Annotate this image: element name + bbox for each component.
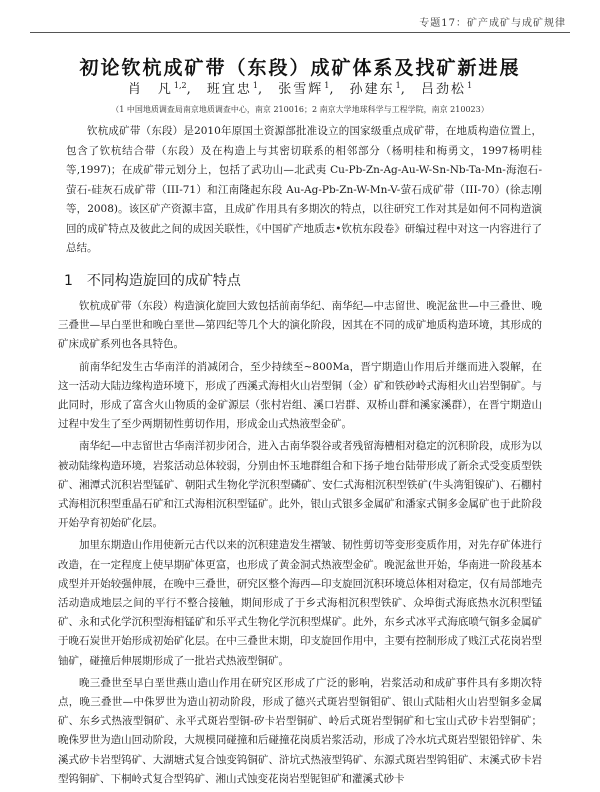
author-3: 张雪辉$^1$, <box>278 80 336 97</box>
body-paragraph: 钦杭成矿带（东段）构造演化旋回大致包括前南华纪、南华纪—中志留世、晚泥盆世—中三叠世、晚三叠世—早白垩世和晚白垩世—第四纪等几个大的演化阶段，因其在不同的成矿地质构造环境，其形成的矿床成矿系列也各具特色。 <box>58 300 542 351</box>
abstract-paragraph: 钦杭成矿带（东段）是2010年原国土资源部批准设立的国家级重点成矿带，在地质构造位置上，包含了钦杭结合带（东段）及在构造上与其密切联系的相邻部分（杨明桂和梅勇文，1997杨明桂等,1997)；在成矿带元划分上，包括了武功山—北武夷 Cu-Pb-Zn-Ag-Au-W-Sn-Nb-Ta-Mn-海泡石-萤石-硅灰石成矿带（III-71）和江南隆起东段 Au-Ag-Pb-Zn-W-Mn-V-萤石成矿带（III-70）(徐志刚等，2008)。该区矿产资源丰富，且成矿作用具有多期次的特点，以往研究工作对其是如何不同构造演回的成矿特点及彼此之间的成因关联性，《中国矿产地质志•钦杭东段卷》研编过程中对这一内容进行了总结。 <box>66 125 542 254</box>
author-name: 班宜忠 <box>206 82 252 97</box>
author-affil-mark: 1 <box>467 80 473 90</box>
header-rule <box>30 32 570 33</box>
author-affil-mark: 1 <box>395 80 401 90</box>
author-2: 班宜忠$^1$, <box>206 80 265 97</box>
author-affil-mark: 1 <box>252 80 258 90</box>
author-name: 孙建东 <box>349 82 395 97</box>
running-head: 专题17：矿产成矿与成矿规律 <box>419 18 566 29</box>
author-affil-mark: 1 <box>324 80 330 90</box>
body-paragraph: 晚三叠世至早白垩世燕山造山作用在研究区形成了广泛的影响，岩浆活动和成矿事件具有多期次特点，晚三叠世—中侏罗世为造山初动阶段，形成了德兴式斑岩型铜钼矿、银山式陆相火山岩型铜多金属矿、东乡式热液型铜矿、永平式斑岩型铜-矽卡岩型铜矿、岭后式斑岩型铜矿和七宝山式矽卡岩型铜矿；晚侏罗世为造山回动阶段，大规模同碰撞和后碰撞花岗质岩浆活动，形成了冷水坑式斑岩型银铅锌矿、朱溪式矽卡岩型钨矿、大湖塘式复合蚀变钨铜矿、浒坑式热液型钨矿、东源式斑岩型钨钼矿、末溪式矽卡岩型钨铜矿、下桐岭式复合型钨矿、湘山式蚀变花岗岩型铌钽矿和灌溪式砂卡 <box>58 676 542 785</box>
author-1: 肖 凡$^{1,2}$, <box>127 80 193 97</box>
author-name: 吕劲松 <box>421 82 467 97</box>
author-list <box>0 78 600 97</box>
author-name: 肖 凡 <box>127 82 173 97</box>
paper-title: 初论钦杭成矿带（东段）成矿体系及找矿新进展 <box>79 56 521 79</box>
section-heading <box>64 270 241 290</box>
author-name: 张雪辉 <box>278 82 324 97</box>
body-paragraph: 南华纪—中志留世古华南洋初步闭合，进入古南华裂谷或者残留海槽相对稳定的沉积阶段，成形为以被动陆缘构造环境，岩浆活动总体较弱，分别由怀玉地群组合和下扬子地台陆带形成了新余式受变质型铁矿、湘潭式沉积岩型锰矿、朝阳式生物化学沉积型磷矿、安仁式海相沉积型铁矿(牛头湾钼镍矿)、石棚村式海相沉积型重晶石矿和江式海相沉积型锰矿。此外，银山式银多金属矿和潘家式铜多金属矿也于此阶段开始孕育初始矿化层。 <box>58 440 542 530</box>
author-5 <box>421 82 472 97</box>
author-affil-mark: 1,2 <box>173 80 187 90</box>
section-title: 不同构造旋回的成矿特点 <box>86 273 241 289</box>
section-number: 1 <box>64 273 73 289</box>
affiliation-line: （1 中国地质调查局南京地质调查中心，南京 210016；2 南京大学地球科学与工程学院，南京 210023） <box>111 105 489 114</box>
body-paragraph: 加里东期造山作用使新元古代以来的沉积建造发生褶皱、韧性剪切等变形变质作用，对先存矿体进行改造，在一定程度上使早期矿体更富，也形成了黄金洞式热液型金矿。晚泥盆世开始，华南进一阶段基本成型并开始较强伸展，在晚中三叠世，研究区整个海西—印支旋回沉积环境总体相对稳定，仅有局部地壳活动造成地层之间的平行不整合接触，期间形成了于乡式海相沉积型铁矿、众埠街式海底热水沉积型锰矿、永和式化学沉积型海相锰矿和乐平式生物化学沉积型煤矿。此外，东乡式冰平式海底喷气铜多金属矿于晚石炭世开始形成初始矿化层。在中三叠世末期，印支旋回作用中，主要有控制形成了贱江式花岗岩型铀矿，碰撞后伸展期形成了一批岩式热液型铜矿。 <box>58 539 542 667</box>
body-text <box>58 297 542 792</box>
author-4: 孙建东$^1$, <box>349 80 407 97</box>
body-paragraph: 前南华纪发生古华南洋的消减闭合，至少持续至~800Ma，晋宁期造山作用后并继而进入裂解，在这一活动大陆边缘构造环境下，形成了西溪式海相火山岩型铜（金）矿和铁砂岭式海相火山岩型铜矿。与此同时，形成了富含火山物质的金矿源层（张村岩组、溪口岩群、双桥山群和溪家溪群），在晋宁期造山过程中发生了至少两期韧性剪切作用，形成金山式热液型金矿。 <box>58 360 542 431</box>
